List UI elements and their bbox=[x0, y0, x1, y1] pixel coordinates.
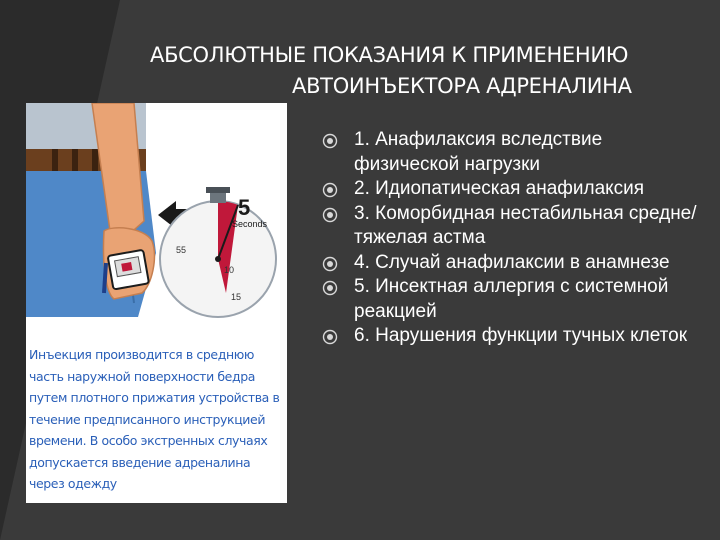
dial-label-55: 55 bbox=[176, 245, 187, 255]
list-item-text: 2. Идиопатическая анафилаксия bbox=[354, 178, 645, 199]
list-item-text: 6. Нарушения функции тучных клеток bbox=[354, 325, 688, 346]
list-item bbox=[322, 324, 712, 349]
list-item-text: 3. Коморбидная нестабильная средне/тяжелая астма bbox=[354, 202, 697, 248]
stopwatch-unit: Seconds bbox=[232, 219, 268, 229]
autoinjector-icon bbox=[108, 250, 149, 290]
injection-drawing bbox=[26, 103, 287, 343]
list-item bbox=[322, 128, 712, 177]
title-line-1: АБСОЛЮТНЫЕ ПОКАЗАНИЯ К ПРИМЕНЕНИЮ bbox=[150, 43, 629, 67]
title-line-2: АВТОИНЪЕКТОРА АДРЕНАЛИНА bbox=[292, 74, 632, 98]
slide-title bbox=[120, 40, 640, 102]
circle-bullet-icon bbox=[322, 280, 338, 296]
list-item-text: 1. Анафилаксия вследствие физической нагрузки bbox=[354, 129, 603, 175]
dial-label-15: 15 bbox=[231, 292, 242, 302]
list-item-text: 4. Случай анафилаксии в анамнезе bbox=[354, 251, 670, 273]
circle-bullet-icon bbox=[322, 133, 338, 149]
list-item bbox=[322, 177, 712, 202]
figure-caption: Инъекция производится в среднюю часть наружной поверхности бедра путем плотного прижатия устройства в течение предписанного инструкцией времени. В особо экстренных случаях допускается введение адреналина через одежду bbox=[29, 347, 280, 491]
list-item-text: 5. Инсектная аллергия с системной реакцией bbox=[354, 276, 669, 322]
stopwatch-number: 5 bbox=[238, 195, 251, 220]
list-item bbox=[322, 251, 712, 276]
circle-bullet-icon bbox=[322, 182, 338, 198]
autoinjector-illustration bbox=[26, 103, 287, 503]
dial-label-10: 10 bbox=[224, 265, 235, 275]
circle-bullet-icon bbox=[322, 207, 338, 223]
list-item bbox=[322, 275, 712, 324]
circle-bullet-icon bbox=[322, 256, 338, 272]
list-item bbox=[322, 202, 712, 251]
circle-bullet-icon bbox=[322, 329, 338, 345]
indications-list bbox=[322, 128, 712, 349]
